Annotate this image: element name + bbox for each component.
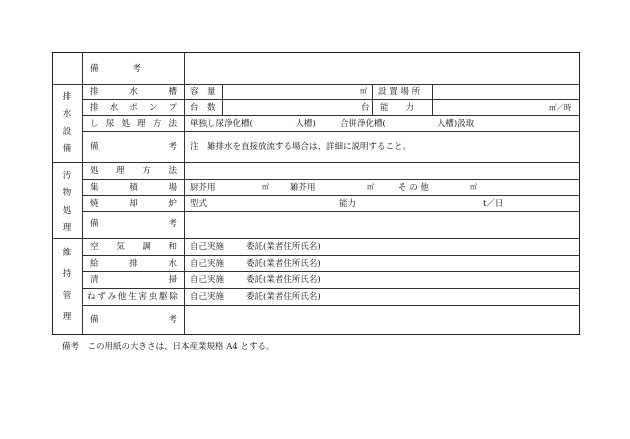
single-septic-tank: 単独し尿浄化槽( 人槽) (190, 119, 316, 129)
self-implementation: 自己実施 (190, 275, 225, 285)
haisui-category: 排 水 設 備 (62, 92, 72, 154)
row-divider (82, 255, 580, 256)
row-divider (82, 115, 580, 116)
footnote: 備考 この用紙の大きさは、日本産業規格 A4 とする。 (62, 342, 275, 352)
water-supply-drainage-label: 給 排 水 (90, 259, 177, 269)
obutsu-category: 汚 物 処 理 (62, 171, 72, 233)
outsourced-contractor: 委託(業者住所氏名) (246, 292, 321, 302)
haisui-pump-label: 排 水 ポ ン プ (90, 103, 177, 113)
drainage-note: 注 雑排水を直接放流する場合は、詳細に説明すること。 (190, 142, 412, 152)
pest-control-label: ね ず み 他 生 害 虫 駆 除 (87, 292, 178, 302)
incinerator-label: 焼 却 炉 (90, 199, 177, 209)
self-implementation: 自己実施 (190, 242, 225, 252)
unit-cubic-m: ㎥ (262, 183, 269, 191)
row-divider (82, 131, 580, 132)
row-divider (52, 238, 580, 239)
column-divider (222, 84, 223, 115)
row-divider (52, 162, 580, 163)
row-divider (82, 288, 580, 289)
top-remarks-label: 備 考 (90, 64, 142, 74)
column-divider (184, 52, 185, 335)
misc-waste-label: 雑芥用 (290, 183, 316, 193)
sewage-method-label: し 尿 処 理 方 法 (90, 119, 177, 129)
unit-cubic-m: ㎥ (367, 183, 374, 191)
row-divider (82, 195, 580, 196)
combined-septic-tank: 合併浄化槽( 人槽)汲取 (340, 119, 475, 129)
unit-ton-per-day: t／日 (483, 199, 504, 209)
row-divider (52, 84, 580, 85)
air-conditioning-label: 空 気 調 和 (90, 242, 177, 252)
column-divider (372, 84, 373, 115)
column-divider (82, 52, 83, 335)
obutsu-remarks-label: 備 考 (90, 219, 177, 229)
model-label: 型式 (190, 199, 208, 209)
disposal-method-label: 処 理 方 法 (90, 166, 177, 176)
unit-cubic-m: ㎥ (360, 87, 367, 95)
kitchen-waste-label: 厨芥用 (190, 183, 216, 193)
other-waste-label: そ の 他 (398, 183, 429, 193)
cleaning-label: 清 掃 (90, 275, 177, 285)
unit-cubic-per-hour: ㎥／時 (549, 103, 572, 112)
row-divider (82, 211, 580, 212)
capacity-power-label: 能 力 (380, 103, 415, 113)
haisui-remarks-label: 備 考 (90, 142, 177, 152)
outsourced-contractor: 委託(業者住所氏名) (246, 242, 321, 252)
row-divider (82, 271, 580, 272)
capacity-label: 容 量 (190, 87, 216, 97)
count-label: 台 数 (190, 103, 216, 113)
self-implementation: 自己実施 (190, 259, 225, 269)
haisui-tank-label: 排 水 槽 (90, 87, 177, 97)
iji-category: 維 持 管 理 (62, 248, 72, 322)
outsourced-contractor: 委託(業者住所氏名) (246, 275, 321, 285)
iji-remarks-label: 備 考 (90, 315, 177, 325)
row-divider (82, 305, 580, 306)
self-implementation: 自己実施 (190, 292, 225, 302)
row-divider (82, 99, 580, 100)
unit-dai: 台 (361, 103, 370, 113)
unit-cubic-m: ㎥ (470, 183, 477, 191)
column-divider (432, 84, 433, 115)
outsourced-contractor: 委託(業者住所氏名) (246, 259, 321, 269)
row-divider (82, 179, 580, 180)
collection-area-label: 集 積 場 (90, 183, 177, 193)
capacity-label: 能力 (339, 199, 357, 209)
install-location-label: 設 置 場 所 (378, 87, 421, 97)
